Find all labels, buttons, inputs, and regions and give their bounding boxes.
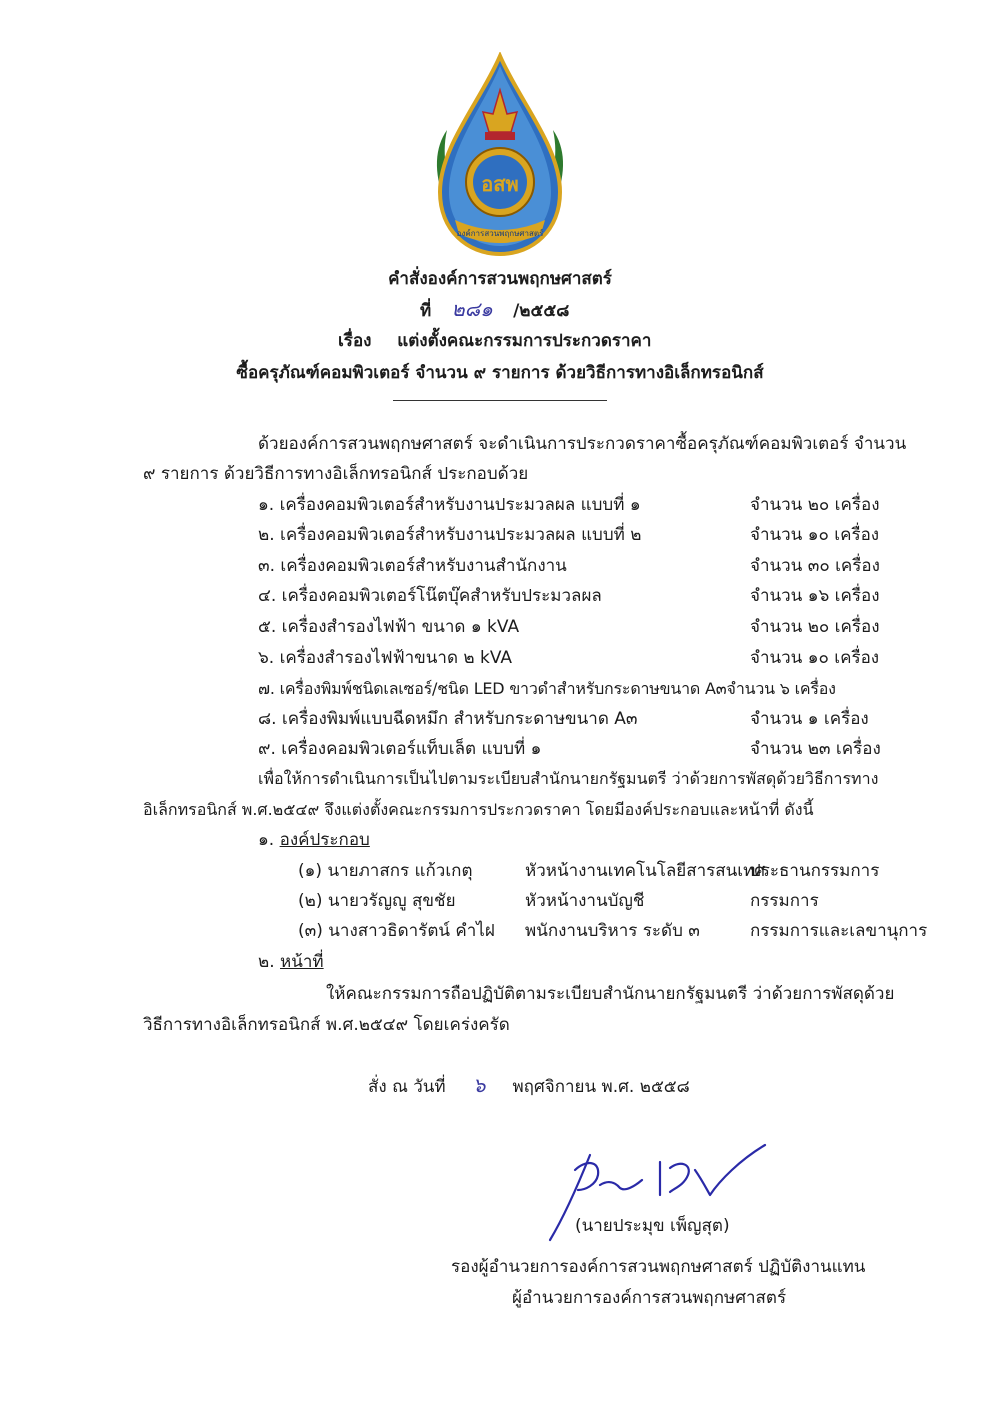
member-position: หัวหน้างานเทคโนโลยีสารสนเทศ	[525, 861, 766, 881]
list-item-qty: จำนวน ๒๓ เครื่อง	[750, 739, 881, 759]
subject-line	[338, 330, 651, 352]
signatory-name: (นายประมุข เพ็ญสุต)	[575, 1216, 730, 1236]
member-role: ประธานกรรมการ	[750, 861, 880, 881]
organization-seal-icon	[425, 52, 575, 262]
intro-line-2: ๙ รายการ ด้วยวิธีการทางอิเล็กทรอนิกส์ ประกอบด้วย	[143, 464, 529, 484]
list-item: ๑. เครื่องคอมพิวเตอร์สำหรับงานประมวลผล แบบที่ ๑	[258, 495, 641, 515]
seal-ribbon-text: องค์การสวนพฤกษศาสตร์	[456, 229, 544, 238]
member-position: หัวหน้างานบัญชี	[525, 891, 645, 911]
list-item: ๒. เครื่องคอมพิวเตอร์สำหรับงานประมวลผล แบบที่ ๒	[258, 525, 642, 545]
order-number-line	[420, 298, 569, 322]
list-item: ๓. เครื่องคอมพิวเตอร์สำหรับงานสำนักงาน	[258, 556, 567, 576]
purpose-line-1: เพื่อให้การดำเนินการเป็นไปตามระเบียบสำนักนายกรัฐมนตรี ว่าด้วยการพัสดุด้วยวิธีการทาง	[258, 769, 879, 788]
order-date	[368, 1074, 690, 1098]
member-name: (๑) นายภาสกร แก้วเกตุ	[298, 861, 473, 881]
subject-label: เรื่อง	[338, 331, 372, 351]
duty-heading-number: ๒.	[258, 952, 275, 972]
intro-line-1: ด้วยองค์การสวนพฤกษศาสตร์ จะดำเนินการประกวดราคาซื้อครุภัณฑ์คอมพิวเตอร์ จำนวน	[258, 434, 907, 454]
list-item: ๘. เครื่องพิมพ์แบบฉีดหมึก สำหรับกระดาษขนาด A๓	[258, 709, 638, 729]
list-item-qty: จำนวน ๓๐ เครื่อง	[750, 556, 880, 576]
duty-line-1: ให้คณะกรรมการถือปฏิบัติตามระเบียบสำนักนายกรัฐมนตรี ว่าด้วยการพัสดุด้วย	[326, 984, 895, 1004]
purpose-line-2: อิเล็กทรอนิกส์ พ.ศ.๒๕๔๙ จึงแต่งตั้งคณะกรรมการประกวดราคา โดยมีองค์ประกอบและหน้าที่ ดังนี้	[143, 800, 814, 819]
signatory-title-1: รองผู้อำนวยการองค์การสวนพฤกษศาสตร์ ปฏิบัติงานแทน	[451, 1257, 866, 1277]
date-prefix: สั่ง ณ วันที่	[368, 1077, 446, 1097]
order-number-prefix: ที่	[420, 301, 432, 321]
signatory-title-2: ผู้อำนวยการองค์การสวนพฤกษศาสตร์	[512, 1288, 787, 1308]
list-item-qty: จำนวน ๒๐ เครื่อง	[750, 617, 880, 637]
duty-heading-text: หน้าที่	[280, 952, 324, 972]
header-divider	[393, 400, 607, 401]
member-role: กรรมการ	[750, 891, 819, 911]
list-item: ๔. เครื่องคอมพิวเตอร์โน๊ตบุ๊คสำหรับประมวลผล	[258, 586, 602, 606]
list-item-qty: จำนวน ๑ เครื่อง	[750, 709, 869, 729]
date-suffix: พฤศจิกายน พ.ศ. ๒๕๕๘	[512, 1077, 690, 1097]
subject-line-2: ซื้อครุภัณฑ์คอมพิวเตอร์ จำนวน ๙ รายการ ด้วยวิธีการทางอิเล็กทรอนิกส์	[236, 363, 764, 383]
list-item: ๙. เครื่องคอมพิวเตอร์แท็บเล็ต แบบที่ ๑	[258, 739, 542, 759]
order-title: คำสั่งองค์การสวนพฤกษศาสตร์	[388, 269, 612, 289]
composition-heading	[258, 829, 370, 851]
list-item: ๖. เครื่องสำรองไฟฟ้าขนาด ๒ kVA	[258, 648, 513, 668]
composition-heading-number: ๑.	[258, 830, 275, 850]
seal-emblem-text: อสพ	[481, 172, 519, 196]
subject-text: แต่งตั้งคณะกรรมการประกวดราคา	[397, 331, 652, 351]
list-item: ๕. เครื่องสำรองไฟฟ้า ขนาด ๑ kVA	[258, 617, 520, 637]
member-name: (๒) นายวรัญญู สุขชัย	[298, 891, 456, 911]
list-item-qty: จำนวน ๒๐ เครื่อง	[750, 495, 880, 515]
list-item-qty: จำนวน ๑๐ เครื่อง	[750, 525, 880, 545]
order-number-suffix: /๒๕๕๘	[513, 301, 570, 321]
list-item-qty: จำนวน ๑๖ เครื่อง	[750, 586, 880, 606]
list-item-qty: จำนวน ๑๐ เครื่อง	[750, 648, 880, 668]
date-day-handwritten: ๖	[472, 1073, 486, 1097]
duty-line-2: วิธีการทางอิเล็กทรอนิกส์ พ.ศ.๒๕๔๙ โดยเคร่งครัด	[143, 1015, 510, 1035]
member-role: กรรมการและเลขานุการ	[750, 921, 928, 941]
list-item: ๗. เครื่องพิมพ์ชนิดเลเซอร์/ชนิด LED ขาวดำสำหรับกระดาษขนาด A๓จำนวน ๖ เครื่อง	[258, 679, 836, 698]
composition-heading-text: องค์ประกอบ	[279, 830, 370, 850]
member-position: พนักงานบริหาร ระดับ ๓	[525, 921, 700, 941]
member-name: (๓) นางสาวธิดารัตน์ คำไฝ	[298, 921, 495, 941]
order-number-handwritten: ๒๘๑	[451, 297, 493, 321]
duty-heading	[258, 951, 324, 973]
